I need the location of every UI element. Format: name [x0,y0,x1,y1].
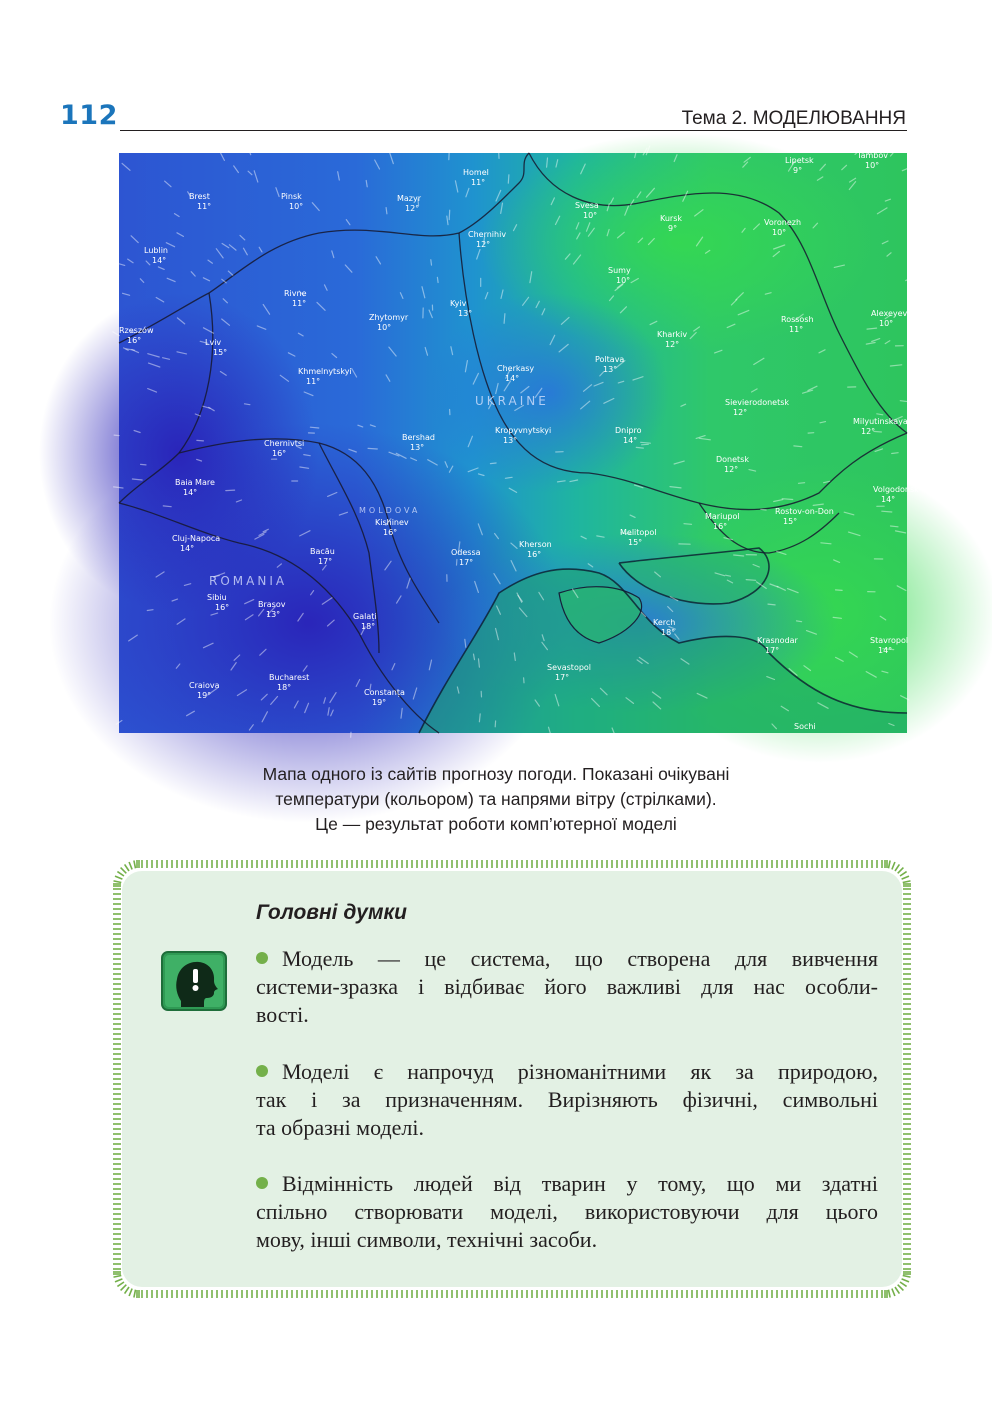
wind-streak [797,621,802,622]
bullet-dot [256,1177,268,1189]
city-temperature: 10° [772,228,787,237]
city-label: Galați [353,612,377,621]
wind-streak [504,314,505,324]
frame-tick [125,864,129,871]
city-label: Cluj-Napoca [172,534,221,543]
key-ideas-title: Головні думки [256,901,407,924]
city-temperature: 19° [372,698,387,707]
city-label: Kherson [519,540,552,549]
wind-streak [836,590,843,591]
wind-streak [449,149,450,160]
city-label: Rzeszów [119,326,154,335]
city-label: Rivne [284,289,307,298]
city-label: Sochi [794,722,816,731]
frame-tick [889,1290,891,1298]
city-label: Sevastopol [547,663,592,672]
city-label: Sibiu [207,593,227,602]
city-temperature: 13° [503,436,518,445]
frame-tick [129,1289,132,1296]
wind-streak [892,453,898,454]
city-temperature: 10° [616,276,631,285]
city-label: Voronezh [764,218,802,227]
city-label: Dnipro [615,426,642,435]
city-label: Svesa [575,201,599,210]
city-temperature: 13° [410,443,425,452]
frame-tick [892,1289,895,1296]
city-temperature: 17° [459,558,474,567]
city-label: Rostov-on-Don [775,507,834,516]
bullet-text: та образні моделі. [256,1115,425,1140]
city-label: Chernihiv [468,230,507,239]
bullet-text: так і за призначенням. Вирізняють фізичні, символьні [256,1087,878,1112]
bullet-text: системи-зразка і відбиває його важливі для нас особли- [256,974,878,999]
wind-streak [782,499,793,500]
city-label: Kerch [653,618,676,627]
city-label: Bucharest [269,673,310,682]
key-idea-bullet-1 [256,945,878,1029]
city-label: Rossosh [781,315,814,324]
wind-streak [368,448,377,449]
wind-streak [746,580,755,581]
frame-tick [134,1290,136,1298]
city-label: Krasnodar [757,636,798,645]
city-label: Mariupol [705,512,740,521]
city-label: Brest [189,192,210,201]
wind-streak [141,464,146,465]
city-temperature: 12° [665,340,680,349]
city-temperature: 10° [377,323,392,332]
city-label: Homel [463,168,489,177]
weather-map [119,151,919,733]
city-label: Kursk [660,214,683,223]
frame-tick [898,1285,904,1291]
section-title: Тема 2. МОДЕЛЮВАННЯ [681,108,906,129]
wind-streak [479,714,480,722]
city-temperature: 9° [668,224,678,233]
wind-streak [508,175,509,183]
frame-tick [895,864,899,871]
city-temperature: 19° [197,691,212,700]
frame-tick [902,1279,909,1282]
frame-tick [129,862,132,869]
frame-tick [900,1282,907,1286]
city-label: Kropyvnytskyi [495,426,552,435]
city-temperature: 12° [405,204,420,213]
city-label: Pinsk [281,192,302,201]
city-label: Stavropol [870,636,909,645]
city-temperature: 17° [765,646,780,655]
city-temperature: 16° [215,603,230,612]
frame-tick [115,876,122,879]
city-temperature: 15° [628,538,643,547]
city-temperature: 16° [713,522,728,531]
wind-streak [386,208,387,214]
city-temperature: 16° [383,528,398,537]
city-temperature: 11° [197,202,212,211]
wind-streak [794,446,802,447]
city-temperature: 14° [180,544,195,553]
frame-tick [121,868,127,874]
city-temperature: 13° [266,610,281,619]
city-label: Baia Mare [175,478,215,487]
frame-tick [114,1276,122,1278]
city-label: Lublin [144,246,168,255]
bullet-text: Відмінність людей від тварин у тому, що ми здатні [282,1171,878,1196]
bullet-dot [256,952,268,964]
city-temperature: 18° [277,683,292,692]
caption-line: Це — результат роботи комп’ютерної моделі [315,814,677,834]
city-temperature: 11° [471,178,486,187]
city-temperature: 9° [793,166,803,175]
city-temperature: 14° [152,256,167,265]
frame-tick [898,868,904,874]
city-label: Volgodonsk [873,485,919,494]
city-label: Poltava [595,355,625,364]
city-label: Zhytomyr [369,313,409,322]
city-temperature: 10° [583,211,598,220]
city-temperature: 10° [879,319,894,328]
caption-line: Мапа одного із сайтів прогнозу погоди. Показані очікувані [262,764,730,784]
city-label: Lipetsk [785,156,814,165]
city-label: Mazyr [397,194,422,203]
city-temperature: 10° [289,202,304,211]
country-label-ukraine: UKRAINE [475,394,549,408]
city-temperature: 14° [623,436,638,445]
head-exclamation-icon [161,951,227,1011]
wind-streak [642,444,649,445]
wind-streak [761,509,766,510]
city-temperature: 17° [555,673,570,682]
city-temperature: 16° [527,550,542,559]
city-label: Kyiv [450,299,467,308]
city-temperature: 14° [878,646,893,655]
city-temperature: 13° [603,365,618,374]
wind-streak [684,524,692,525]
city-temperature: 14° [881,495,896,504]
city-temperature: 13° [458,309,473,318]
frame-tick [125,1287,129,1294]
country-label-moldova: MOLDOVA [359,506,421,515]
wind-streak [310,427,318,428]
city-temperature: 11° [306,377,321,386]
city-label: Sievierodonetsk [725,398,790,407]
wind-streak [636,447,643,448]
frame-tick [115,1279,122,1282]
frame-tick [121,1285,127,1291]
city-temperature: 12° [476,240,491,249]
city-temperature: 15° [213,348,228,357]
frame-tick [134,861,136,869]
city-label: Alexeyevka [871,309,917,318]
wind-streak [226,490,235,491]
frame-tick [903,1276,911,1278]
city-temperature: 12° [861,427,876,436]
country-label-romania: ROMANIA [209,574,288,588]
city-temperature: 10° [865,161,880,170]
city-label: Odessa [451,548,481,557]
caption-line: температури (кольором) та напрями вітру (стрілками). [275,789,717,809]
frame-tick [117,1282,124,1286]
city-label: Donetsk [716,455,749,464]
wind-streak [449,210,450,220]
wind-streak [114,435,119,436]
wind-streak [499,148,500,159]
city-temperature: 14° [505,374,520,383]
city-temperature: 11° [789,325,804,334]
frame-tick [902,876,909,879]
city-temperature: 18° [361,622,376,631]
city-temperature: 12° [733,408,748,417]
wind-streak [437,277,438,282]
city-label: Sumy [608,266,631,275]
key-idea-bullet-3 [256,1170,878,1254]
city-temperature: 11° [292,299,307,308]
wind-streak [891,526,899,527]
bullet-text: вості. [256,1002,309,1027]
city-temperature: 14° [183,488,198,497]
frame-tick [903,881,911,883]
header-rule [120,130,907,131]
city-temperature: 16° [127,336,142,345]
city-label: Bershad [402,433,435,442]
city-temperature: 15° [783,517,798,526]
city-temperature: 12° [724,465,739,474]
frame-tick [114,881,122,883]
wind-streak [882,511,892,512]
page-number: 112 [60,100,118,131]
wind-streak [490,463,496,464]
city-label: Craiova [189,681,220,690]
wind-streak [431,260,432,265]
city-label: Kishinev [375,518,409,527]
city-label: Khmelnytskyi [298,367,352,376]
wind-streak [147,610,153,611]
city-label: Lviv [205,338,222,347]
city-label: Tambov [857,151,888,160]
frame-tick [895,1287,899,1294]
bullet-dot [256,1065,268,1077]
city-temperature: 16° [272,449,287,458]
frame-tick [892,862,895,869]
wind-streak [163,506,171,507]
wind-streak [768,604,775,605]
bullet-text: спільно створювати моделі, використовуючи для цього [256,1199,878,1224]
wind-streak [799,483,805,484]
city-label: Cherkasy [497,364,535,373]
bullet-text: мову, інші символи, технічні засоби. [256,1227,598,1252]
key-idea-bullet-2 [256,1058,878,1142]
bullet-text: Модель — це система, що створена для вивчення [282,946,878,971]
city-label: Kharkiv [657,330,688,339]
city-label: Bacău [310,547,335,556]
city-label: Brasov [258,600,286,609]
city-label: Constanța [364,688,405,697]
map-caption [150,762,842,837]
frame-tick [889,861,891,869]
wind-streak [197,440,204,441]
city-temperature: 17° [318,557,333,566]
city-label: Chernivtsi [264,439,305,448]
city-label: Milyutinskaya [853,417,908,426]
city-label: Melitopol [620,528,657,537]
bullet-text: Моделі є напрочуд різноманітними як за природою, [282,1059,878,1084]
frame-tick [117,872,124,876]
frame-tick [900,872,907,876]
city-temperature: 18° [661,628,676,637]
